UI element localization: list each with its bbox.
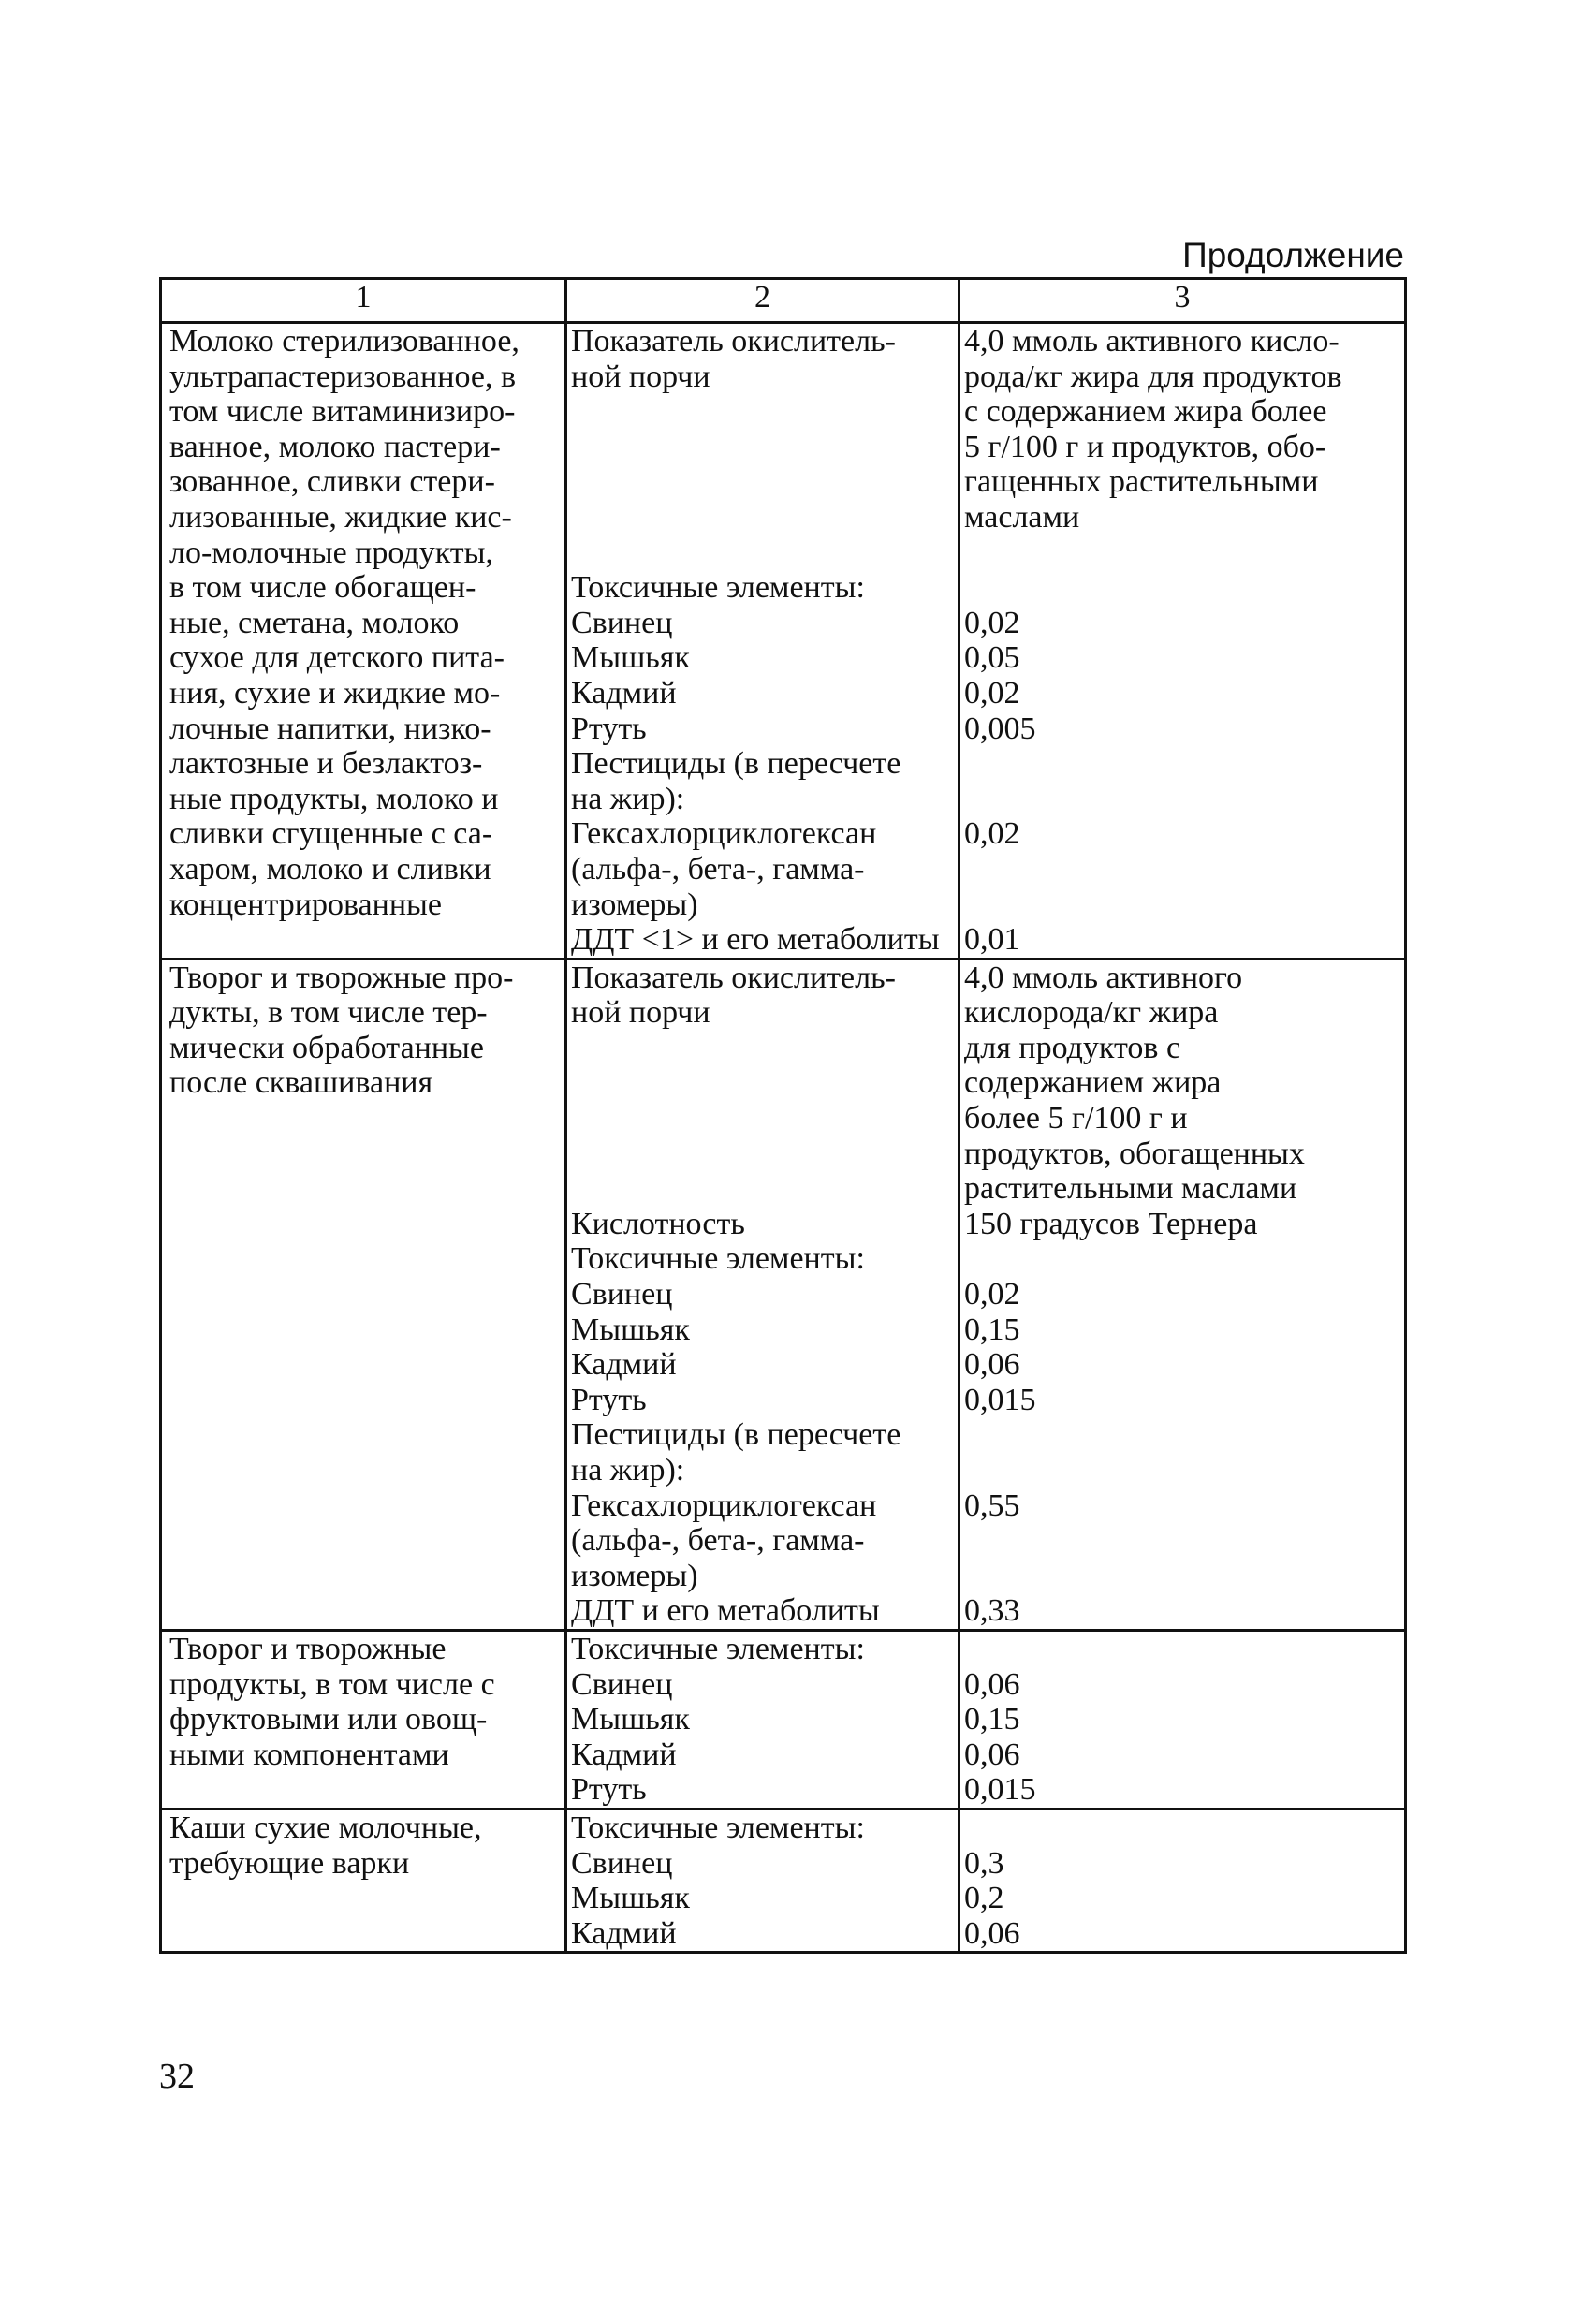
cell-line xyxy=(964,1523,1400,1559)
cell-line: фруктовыми или овощ- xyxy=(169,1702,488,1737)
cell-line: Ртуть xyxy=(571,1382,647,1417)
cell-line: харом, молоко и сливки xyxy=(169,851,491,887)
cell-line: Токсичные элементы: xyxy=(571,1631,865,1666)
cell-line: ДДТ <1> и его метаболиты xyxy=(571,922,940,958)
cell-line xyxy=(964,852,1400,887)
cell-line: ло-молочные продукты, xyxy=(169,535,493,570)
product-cell xyxy=(161,1809,566,1952)
cell-line: Кадмий xyxy=(571,1915,677,1951)
cell-line: 0,01 xyxy=(964,922,1020,958)
cell-line: (альфа-, бета-, гамма- xyxy=(571,1523,865,1559)
cell-line: 0,005 xyxy=(964,711,1036,746)
cell-line: ДДТ и его метаболиты xyxy=(571,1593,880,1629)
cell-line: более 5 г/100 г и xyxy=(964,1101,1188,1136)
cell-line: Мышьяк xyxy=(571,1312,690,1347)
cell-line xyxy=(964,1417,1400,1453)
cell-line: Молоко стерилизованное, xyxy=(169,324,520,359)
cell-line: на жир): xyxy=(571,1453,685,1488)
cell-line xyxy=(964,746,1400,782)
cell-line: в том числе обогащен- xyxy=(169,570,476,606)
cell-line: после сквашивания xyxy=(169,1065,433,1101)
cell-line: Мышьяк xyxy=(571,1881,690,1916)
cell-line: 0,15 xyxy=(964,1702,1020,1737)
cell-line: Токсичные элементы: xyxy=(571,1810,865,1845)
cell-line: ные продукты, молоко и xyxy=(169,781,499,816)
cell-line: Показатель окислитель- xyxy=(571,960,896,995)
cell-line: Гексахлорциклогексан xyxy=(571,816,877,852)
cell-line: 0,55 xyxy=(964,1488,1020,1523)
cell-line xyxy=(571,464,954,500)
product-cell xyxy=(161,323,566,960)
indicator-cell xyxy=(566,323,959,960)
cell-line: 0,15 xyxy=(964,1312,1020,1347)
cell-line xyxy=(571,1136,954,1172)
cell-line: 5 г/100 г и продуктов, обо- xyxy=(964,429,1326,464)
norms-table xyxy=(159,277,1407,1954)
product-cell xyxy=(161,1630,566,1809)
cell-line: 4,0 ммоль активного кисло- xyxy=(964,324,1340,359)
cell-line: концентрированные xyxy=(169,887,442,922)
cell-line: Свинец xyxy=(571,1845,673,1881)
cell-line: 0,3 xyxy=(964,1845,1004,1881)
cell-line: 150 градусов Тернера xyxy=(964,1206,1258,1241)
cell-line: лизованные, жидкие кис- xyxy=(169,499,512,535)
cell-line: Мышьяк xyxy=(571,1702,690,1737)
cell-line: Творог и творожные xyxy=(169,1631,447,1666)
limit-cell xyxy=(959,959,1406,1630)
cell-line xyxy=(571,535,954,571)
table-row xyxy=(161,323,1406,960)
cell-line: изомеры) xyxy=(571,1558,698,1593)
cell-line xyxy=(964,570,1400,606)
cell-line: ными компонентами xyxy=(169,1737,449,1772)
cell-line: Кадмий xyxy=(571,1737,677,1772)
column-header-3: 3 xyxy=(959,279,1406,323)
cell-line: ванное, молоко пастери- xyxy=(169,429,501,464)
cell-line xyxy=(571,1065,954,1101)
cell-line: 0,02 xyxy=(964,605,1020,640)
cell-line: том числе витаминизиро- xyxy=(169,394,516,430)
cell-line: Кадмий xyxy=(571,675,677,711)
cell-line xyxy=(964,1241,1400,1277)
cell-line: 0,2 xyxy=(964,1881,1004,1916)
cell-line: 0,015 xyxy=(964,1382,1036,1417)
cell-line: Творог и творожные про- xyxy=(169,960,514,995)
cell-line: рода/кг жира для продуктов xyxy=(964,359,1342,394)
cell-line: 0,05 xyxy=(964,640,1020,676)
cell-line: Мышьяк xyxy=(571,640,690,676)
cell-line: лактозные и безлактоз- xyxy=(169,746,483,782)
cell-line: 0,02 xyxy=(964,816,1020,852)
cell-line: ния, сухие и жидкие мо- xyxy=(169,675,501,711)
cell-line: ной порчи xyxy=(571,359,710,394)
cell-line: 0,06 xyxy=(964,1915,1020,1951)
cell-line xyxy=(964,535,1400,571)
cell-line xyxy=(964,1559,1400,1594)
cell-line xyxy=(571,1031,954,1066)
cell-line: Свинец xyxy=(571,1666,673,1702)
indicator-cell xyxy=(566,959,959,1630)
cell-line: ной порчи xyxy=(571,995,710,1031)
cell-line: 0,06 xyxy=(964,1737,1020,1772)
cell-line xyxy=(964,1810,1400,1846)
cell-line: маслами xyxy=(964,499,1080,535)
table-row xyxy=(161,959,1406,1630)
cell-line: Токсичные элементы: xyxy=(571,570,865,606)
cell-line: Свинец xyxy=(571,1277,673,1312)
cell-line: лочные напитки, низко- xyxy=(169,711,491,746)
cell-line: изомеры) xyxy=(571,887,698,922)
continuation-label: Продолжение xyxy=(1182,236,1404,274)
cell-line: дукты, в том числе тер- xyxy=(169,995,488,1031)
cell-line: 0,015 xyxy=(964,1772,1036,1808)
cell-line: 0,02 xyxy=(964,1277,1020,1312)
cell-line xyxy=(571,394,954,430)
cell-line xyxy=(571,1171,954,1207)
cell-line: сливки сгущенные с са- xyxy=(169,816,493,852)
cell-line xyxy=(571,1101,954,1136)
cell-line: Токсичные элементы: xyxy=(571,1241,865,1277)
indicator-cell xyxy=(566,1630,959,1809)
cell-line: Показатель окислитель- xyxy=(571,324,896,359)
cell-line: зованное, сливки стери- xyxy=(169,464,495,500)
cell-line: Ртуть xyxy=(571,711,647,746)
cell-line: на жир): xyxy=(571,781,685,816)
cell-line: кислорода/кг жира xyxy=(964,995,1219,1031)
cell-line: 0,06 xyxy=(964,1666,1020,1702)
cell-line xyxy=(964,887,1400,923)
cell-line xyxy=(964,782,1400,817)
cell-line xyxy=(964,1632,1400,1667)
cell-line: содержанием жира xyxy=(964,1065,1222,1101)
cell-line: 0,06 xyxy=(964,1347,1020,1383)
limit-cell xyxy=(959,323,1406,960)
table-row xyxy=(161,1630,1406,1809)
table-header-row xyxy=(161,279,1406,323)
product-cell xyxy=(161,959,566,1630)
cell-line: сухое для детского пита- xyxy=(169,640,505,676)
cell-line xyxy=(964,1453,1400,1488)
cell-line: мически обработанные xyxy=(169,1030,484,1065)
cell-line: 4,0 ммоль активного xyxy=(964,960,1243,995)
indicator-cell xyxy=(566,1809,959,1952)
cell-line: Ртуть xyxy=(571,1772,647,1808)
cell-line: гащенных растительными xyxy=(964,464,1319,500)
cell-line: для продуктов с xyxy=(964,1030,1181,1065)
cell-line: Гексахлорциклогексан xyxy=(571,1488,877,1523)
table-row xyxy=(161,1809,1406,1952)
cell-line xyxy=(571,500,954,535)
cell-line: с содержанием жира более xyxy=(964,394,1327,430)
cell-line: ультрапастеризованное, в xyxy=(169,359,516,394)
cell-line: 0,33 xyxy=(964,1593,1020,1629)
cell-line: 0,02 xyxy=(964,675,1020,711)
cell-line: Кислотность xyxy=(571,1206,745,1241)
column-header-1: 1 xyxy=(161,279,566,323)
cell-line: требующие варки xyxy=(169,1845,410,1881)
cell-line: Пестициды (в пересчете xyxy=(571,746,901,782)
cell-line: Кадмий xyxy=(571,1347,677,1383)
limit-cell xyxy=(959,1630,1406,1809)
cell-line: продукты, в том числе с xyxy=(169,1666,495,1702)
cell-line xyxy=(571,430,954,465)
column-header-2: 2 xyxy=(566,279,959,323)
cell-line: Свинец xyxy=(571,605,673,640)
cell-line: Пестициды (в пересчете xyxy=(571,1417,901,1453)
cell-line: растительными маслами xyxy=(964,1171,1297,1207)
page-number: 32 xyxy=(159,2057,195,2096)
cell-line: продуктов, обогащенных xyxy=(964,1136,1305,1171)
cell-line: (альфа-, бета-, гамма- xyxy=(571,851,865,887)
cell-line: Каши сухие молочные, xyxy=(169,1810,482,1845)
limit-cell xyxy=(959,1809,1406,1952)
cell-line: ные, сметана, молоко xyxy=(169,605,460,640)
